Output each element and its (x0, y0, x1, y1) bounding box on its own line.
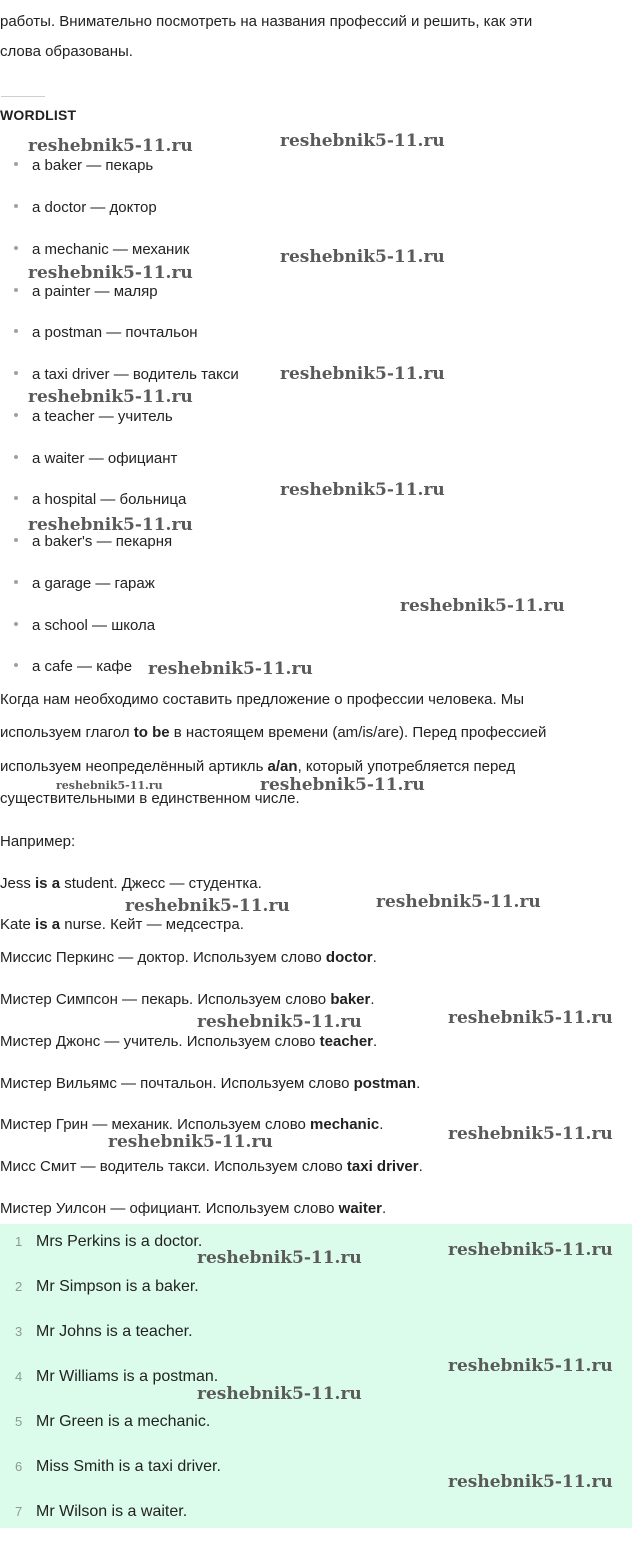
grammar-line-2: используем глагол to be в настоящем времени (am/is/are). Перед профессией (0, 724, 547, 741)
bullet-icon (14, 246, 18, 250)
wordlist-item: a baker's — пекарня (14, 532, 172, 552)
bullet-icon (14, 455, 18, 459)
hint-line: Мисс Смит — водитель такси. Используем слово taxi driver. (0, 1158, 423, 1175)
watermark: reshebnik5-11.ru (28, 136, 193, 156)
hint-line: Мистер Джонс — учитель. Используем слово teacher. (0, 1033, 378, 1050)
watermark: reshebnik5-11.ru (280, 131, 445, 151)
bullet-icon (14, 162, 18, 166)
watermark: reshebnik5-11.ru (280, 364, 445, 384)
watermark: reshebnik5-11.ru (56, 779, 163, 792)
grammar-line-1: Когда нам необходимо составить предложение о профессии человека. Мы (0, 691, 525, 708)
wordlist-item: a taxi driver — водитель такси (14, 365, 239, 385)
wordlist-item: a school — школа (14, 616, 155, 636)
wordlist-item: a postman — почтальон (14, 323, 198, 343)
example-1: Jess is a student. Джесс — студентка. (0, 875, 262, 892)
bullet-icon (14, 622, 18, 626)
hint-line: Мистер Вильямс — почтальон. Используем слово postman. (0, 1075, 421, 1092)
wordlist-item: a baker — пекарь (14, 156, 153, 176)
wordlist-item: a cafe — кафе (14, 657, 132, 677)
watermark: reshebnik5-11.ru (448, 1356, 613, 1376)
wordlist-title: WORDLIST (0, 107, 77, 123)
watermark: reshebnik5-11.ru (148, 659, 313, 679)
hint-line: Мистер Грин — механик. Используем слово mechanic. (0, 1116, 384, 1133)
watermark: reshebnik5-11.ru (260, 775, 425, 795)
hint-line: Мистер Уилсон — официант. Используем слово waiter. (0, 1200, 387, 1217)
bullet-icon (14, 663, 18, 667)
grammar-line-4: существительными в единственном числе. (0, 790, 300, 807)
example-2: Kate is a nurse. Кейт — медсестра. (0, 916, 244, 933)
watermark: reshebnik5-11.ru (448, 1472, 613, 1492)
hint-line: Мистер Симпсон — пекарь. Используем слово baker. (0, 991, 375, 1008)
watermark: reshebnik5-11.ru (28, 387, 193, 407)
wordlist-divider (1, 96, 45, 97)
bullet-icon (14, 371, 18, 375)
watermark: reshebnik5-11.ru (108, 1132, 273, 1152)
bullet-icon (14, 413, 18, 417)
watermark: reshebnik5-11.ru (280, 480, 445, 500)
watermark: reshebnik5-11.ru (400, 596, 565, 616)
intro-text-line-1: работы. Внимательно посмотреть на названия профессий и решить, как эти (0, 13, 533, 30)
watermark: reshebnik5-11.ru (125, 896, 290, 916)
watermark: reshebnik5-11.ru (28, 263, 193, 283)
bullet-icon (14, 329, 18, 333)
bullet-icon (14, 496, 18, 500)
watermark: reshebnik5-11.ru (448, 1124, 613, 1144)
watermark: reshebnik5-11.ru (197, 1248, 362, 1268)
answers-block: 1 Mrs Perkins is a doctor. 2 Mr Simpson is a baker. 3 Mr Johns is a teacher. 4 Mr Williams is a postman. 5 Mr Green is a mechanic. 6 Miss Smith is a taxi driver. 7 Mr Wilson is a waiter. (0, 1224, 632, 1528)
wordlist-item: a doctor — доктор (14, 198, 157, 218)
grammar-line-3: используем неопределённый артикль a/an, который употребляется перед (0, 758, 516, 775)
wordlist-item: a painter — маляр (14, 282, 158, 302)
watermark: reshebnik5-11.ru (448, 1240, 613, 1260)
bullet-icon (14, 204, 18, 208)
watermark: reshebnik5-11.ru (280, 247, 445, 267)
watermark: reshebnik5-11.ru (197, 1012, 362, 1032)
wordlist-item: a teacher — учитель (14, 407, 173, 427)
hint-line: Миссис Перкинс — доктор. Используем слово doctor. (0, 949, 377, 966)
watermark: reshebnik5-11.ru (28, 515, 193, 535)
wordlist-item: a hospital — больница (14, 490, 186, 510)
watermark: reshebnik5-11.ru (448, 1008, 613, 1028)
bullet-icon (14, 580, 18, 584)
watermark: reshebnik5-11.ru (197, 1384, 362, 1404)
watermark: reshebnik5-11.ru (376, 892, 541, 912)
wordlist-item: a garage — гараж (14, 574, 155, 594)
bullet-icon (14, 538, 18, 542)
wordlist-item: a mechanic — механик (14, 240, 189, 260)
wordlist-item: a waiter — официант (14, 449, 177, 469)
bullet-icon (14, 288, 18, 292)
example-label: Например: (0, 833, 76, 850)
intro-text-line-2: слова образованы. (0, 43, 133, 60)
